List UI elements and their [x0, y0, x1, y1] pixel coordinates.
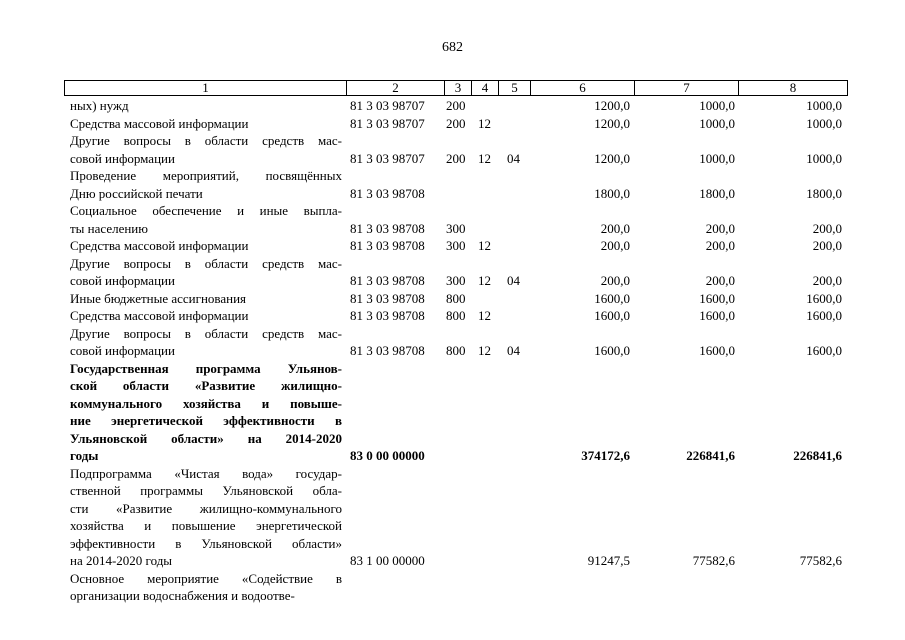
- row-code: 81 3 03 98708: [350, 220, 425, 236]
- row-col-3: 800: [446, 308, 466, 323]
- row-amount-col-8: 1000,0: [806, 150, 842, 166]
- row-col-4: [478, 220, 500, 237]
- row-col-4: [478, 290, 500, 307]
- row-amount-col-8: 77582,6: [799, 553, 842, 568]
- row-text-line: Основное мероприятие «Содействие в: [70, 570, 342, 586]
- row-amount-col-6: 1600,0: [594, 290, 630, 306]
- row-col-3: 300: [446, 220, 466, 236]
- row-amount-col-8: 1600,0: [806, 290, 842, 306]
- row-code: 81 3 03 98708: [350, 185, 425, 201]
- row-col-3: [446, 552, 472, 569]
- row-text-line: Средства массовой информации: [70, 238, 249, 253]
- row-amount-col-8: 200,0: [812, 220, 842, 236]
- row-code: 81 3 03 98707: [350, 115, 425, 131]
- row-code: 81 3 03 98708: [350, 290, 425, 306]
- row-amount-col-8: 1000,0: [806, 115, 842, 131]
- row-amount-col-7: 226841,6: [686, 448, 735, 463]
- row-col-4: [478, 97, 500, 114]
- row-col-5: 04: [507, 343, 520, 358]
- row-amount-col-8: 226841,6: [793, 448, 842, 463]
- row-text-line: Ульяновской области» на 2014-2020: [70, 430, 342, 446]
- row-text-line: совой информации: [70, 150, 175, 166]
- row-col-3: 200: [446, 115, 466, 131]
- row-col-3: 200: [446, 98, 466, 113]
- row-col-4: 12: [478, 308, 491, 323]
- row-col-4: 12: [478, 238, 491, 253]
- row-amount-col-6: 1600,0: [594, 308, 630, 323]
- row-amount-col-8: 1600,0: [806, 308, 842, 323]
- row-col-5: [507, 290, 529, 307]
- row-col-5: 04: [507, 150, 520, 166]
- row-col-4: [478, 185, 500, 202]
- row-amount-col-7: 1000,0: [699, 115, 735, 131]
- row-amount-col-8: 200,0: [812, 273, 842, 288]
- row-code: [350, 587, 445, 604]
- header-col-3: 3: [445, 81, 472, 95]
- row-text-line: Другие вопросы в области средств мас-: [70, 255, 342, 271]
- row-text-line: совой информации: [70, 343, 175, 358]
- row-text-line: Другие вопросы в области средств мас-: [70, 325, 342, 341]
- row-amount-col-6: 1200,0: [594, 150, 630, 166]
- row-col-4: [478, 587, 500, 604]
- row-amount-col-7: 1600,0: [699, 343, 735, 358]
- row-amount-col-7: [634, 587, 735, 604]
- row-col-3: 300: [446, 273, 466, 288]
- row-col-3: [446, 587, 472, 604]
- row-code: 81 3 03 98707: [350, 98, 425, 113]
- row-amount-col-7: 1600,0: [699, 308, 735, 323]
- row-col-5: [507, 220, 529, 237]
- table-header: [64, 80, 848, 96]
- row-col-4: 12: [478, 150, 491, 166]
- row-text-line: Дню российской печати: [70, 185, 203, 201]
- row-text-line: годы: [70, 448, 99, 463]
- row-text-line: эффективности в Ульяновской области»: [70, 535, 342, 551]
- row-col-5: 04: [507, 273, 520, 288]
- row-text-line: ской области «Развитие жилищно-: [70, 378, 342, 393]
- header-col-4: 4: [472, 81, 499, 95]
- row-amount-col-7: 1000,0: [699, 98, 735, 113]
- row-amount-col-8: 1800,0: [806, 185, 842, 201]
- header-col-2: 2: [347, 81, 445, 95]
- row-text-line: Средства массовой информации: [70, 115, 249, 131]
- row-col-3: 800: [446, 343, 466, 358]
- row-amount-col-8: 1000,0: [806, 98, 842, 113]
- header-col-5: 5: [499, 81, 531, 95]
- row-code: 81 3 03 98707: [350, 150, 425, 166]
- row-col-4: [478, 552, 500, 569]
- row-amount-col-6: [530, 587, 630, 604]
- row-text-line: Социальное обеспечение и иные выпла-: [70, 203, 342, 218]
- row-amount-col-7: 200,0: [705, 273, 735, 288]
- row-amount-col-8: [738, 587, 842, 604]
- row-col-4: 12: [478, 273, 491, 288]
- row-amount-col-7: 1600,0: [699, 290, 735, 306]
- row-text-line: ных) нужд: [70, 98, 129, 113]
- row-col-5: [507, 115, 529, 132]
- row-code: 81 3 03 98708: [350, 308, 425, 323]
- row-col-3: [446, 185, 472, 202]
- row-col-3: 300: [446, 238, 466, 253]
- row-col-3: 800: [446, 290, 466, 306]
- header-col-8: 8: [789, 80, 797, 95]
- row-amount-col-7: 200,0: [705, 238, 735, 253]
- row-amount-col-6: 91247,5: [587, 553, 630, 568]
- row-col-5: [507, 97, 529, 114]
- row-amount-col-7: 200,0: [705, 220, 735, 236]
- row-amount-col-6: 200,0: [600, 220, 630, 236]
- row-text-line: ние энергетической эффективности в: [70, 413, 342, 428]
- row-text-line: ственной программы Ульяновской обла-: [70, 483, 342, 498]
- header-col-1: 1: [65, 81, 347, 95]
- row-text-line: Государственная программа Ульянов-: [70, 360, 342, 376]
- row-text-line: на 2014-2020 годы: [70, 553, 173, 568]
- row-text-line: сти «Развитие жилищно-коммунального: [70, 500, 342, 516]
- row-code: 81 3 03 98708: [350, 343, 425, 358]
- row-amount-col-7: 1800,0: [699, 185, 735, 201]
- row-col-5: [507, 237, 529, 254]
- row-col-3: 200: [446, 150, 466, 166]
- header-col-7: 7: [635, 81, 739, 95]
- row-text-line: коммунального хозяйства и повыше-: [70, 395, 342, 411]
- row-amount-col-8: 200,0: [812, 238, 842, 253]
- row-amount-col-6: 1200,0: [594, 98, 630, 113]
- row-amount-col-6: 1200,0: [594, 115, 630, 131]
- row-text-line: совой информации: [70, 273, 175, 288]
- row-code: 81 3 03 98708: [350, 238, 425, 253]
- row-code: 81 3 03 98708: [350, 273, 425, 288]
- row-text-line: хозяйства и повышение энергетической: [70, 518, 342, 533]
- row-col-4: 12: [478, 115, 491, 131]
- row-amount-col-6: 200,0: [600, 238, 630, 253]
- row-code: 83 1 00 00000: [350, 553, 425, 568]
- row-col-5: [507, 185, 529, 202]
- row-amount-col-6: 374172,6: [581, 448, 630, 463]
- row-text-line: организации водоснабжения и водоотве-: [70, 588, 295, 603]
- row-amount-col-7: 77582,6: [692, 553, 735, 568]
- row-code: 83 0 00 00000: [350, 448, 425, 463]
- row-amount-col-6: 1600,0: [594, 343, 630, 358]
- row-text-line: Средства массовой информации: [70, 308, 249, 323]
- row-text-line: Проведение мероприятий, посвящённых: [70, 168, 342, 183]
- row-amount-col-8: 1600,0: [806, 343, 842, 358]
- row-col-5: [507, 447, 529, 464]
- row-text-line: Подпрограмма «Чистая вода» государ-: [70, 465, 342, 481]
- row-col-4: 12: [478, 343, 491, 358]
- header-col-6: 6: [531, 81, 635, 95]
- row-text-line: ты населению: [70, 220, 148, 236]
- row-col-3: [446, 447, 472, 464]
- row-amount-col-7: 1000,0: [699, 150, 735, 166]
- row-col-4: [478, 447, 500, 464]
- row-col-5: [507, 552, 529, 569]
- page-number: 682: [442, 40, 463, 55]
- row-col-5: [507, 587, 529, 604]
- row-amount-col-6: 1800,0: [594, 185, 630, 201]
- row-col-5: [507, 307, 529, 324]
- row-amount-col-6: 200,0: [600, 273, 630, 288]
- row-text-line: Иные бюджетные ассигнования: [70, 290, 247, 306]
- row-text-line: Другие вопросы в области средств мас-: [70, 133, 342, 148]
